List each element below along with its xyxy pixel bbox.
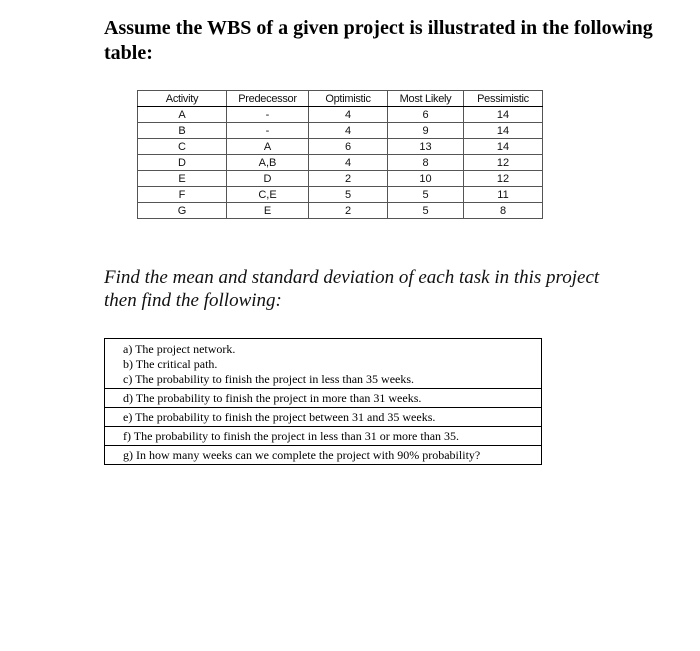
cell-predecessor: - xyxy=(227,107,309,123)
cell-optimistic: 2 xyxy=(309,171,388,187)
cell-optimistic: 4 xyxy=(309,107,388,123)
table-row xyxy=(138,171,543,187)
cell-pessimistic: 14 xyxy=(464,107,543,123)
questions-box xyxy=(104,338,542,465)
cell-most-likely: 5 xyxy=(388,187,464,203)
cell-most-likely: 13 xyxy=(388,139,464,155)
question-b: b) The critical path. xyxy=(123,357,218,371)
question-f: f) The probability to finish the project in less than 31 or more than 35. xyxy=(105,427,541,446)
table-header-row xyxy=(138,91,543,107)
header-activity: Activity xyxy=(138,91,227,107)
question-g: g) In how many weeks can we complete the project with 90% probability? xyxy=(123,448,481,462)
questions-group-abc xyxy=(105,339,541,389)
header-optimistic: Optimistic xyxy=(309,91,388,107)
instruction-text: Find the mean and standard deviation of each task in this project then find the following: xyxy=(104,267,600,311)
header-most-likely: Most Likely xyxy=(388,91,464,107)
cell-activity: B xyxy=(138,123,227,139)
cell-optimistic: 4 xyxy=(309,155,388,171)
cell-pessimistic: 11 xyxy=(464,187,543,203)
table-row xyxy=(138,107,543,123)
header-predecessor: Predecessor xyxy=(227,91,309,107)
cell-predecessor: C,E xyxy=(227,187,309,203)
cell-optimistic: 4 xyxy=(309,123,388,139)
table-row xyxy=(138,203,543,219)
table-row xyxy=(138,187,543,203)
cell-predecessor: - xyxy=(227,123,309,139)
cell-activity: E xyxy=(138,171,227,187)
cell-most-likely: 9 xyxy=(388,123,464,139)
cell-optimistic: 5 xyxy=(309,187,388,203)
page-heading: Assume the WBS of a given project is illustrated in the following table: xyxy=(104,17,653,64)
header-pessimistic: Pessimistic xyxy=(464,91,543,107)
cell-most-likely: 8 xyxy=(388,155,464,171)
question-e: e) The probability to finish the project between 31 and 35 weeks. xyxy=(105,408,541,427)
cell-pessimistic: 14 xyxy=(464,123,543,139)
cell-predecessor: E xyxy=(227,203,309,219)
cell-most-likely: 10 xyxy=(388,171,464,187)
cell-activity: C xyxy=(138,139,227,155)
table-row xyxy=(138,139,543,155)
cell-optimistic: 2 xyxy=(309,203,388,219)
cell-predecessor: D xyxy=(227,171,309,187)
table-row xyxy=(138,155,543,171)
cell-pessimistic: 8 xyxy=(464,203,543,219)
cell-activity: A xyxy=(138,107,227,123)
question-d: d) The probability to finish the project in more than 31 weeks. xyxy=(105,389,541,408)
cell-predecessor: A,B xyxy=(227,155,309,171)
cell-most-likely: 5 xyxy=(388,203,464,219)
cell-activity: G xyxy=(138,203,227,219)
cell-pessimistic: 12 xyxy=(464,155,543,171)
cell-activity: F xyxy=(138,187,227,203)
cell-pessimistic: 12 xyxy=(464,171,543,187)
table-body xyxy=(138,107,543,219)
cell-optimistic: 6 xyxy=(309,139,388,155)
table-row xyxy=(138,123,543,139)
question-c: c) The probability to finish the project in less than 35 weeks. xyxy=(123,372,415,386)
wbs-table xyxy=(137,90,543,219)
cell-activity: D xyxy=(138,155,227,171)
question-a: a) The project network. xyxy=(123,342,236,356)
cell-pessimistic: 14 xyxy=(464,139,543,155)
cell-most-likely: 6 xyxy=(388,107,464,123)
cell-predecessor: A xyxy=(227,139,309,155)
